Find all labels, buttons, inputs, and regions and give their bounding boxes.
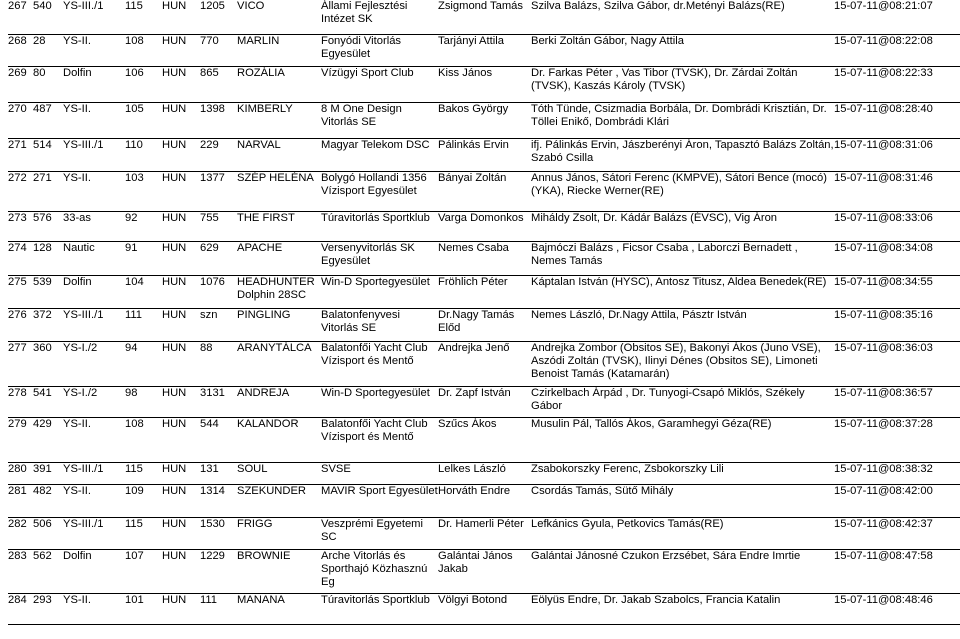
class-number-cell: 103 (125, 171, 162, 211)
sail-number-cell: 80 (33, 66, 63, 102)
registration-number-cell: 1229 (200, 549, 237, 593)
table-row (8, 34, 960, 66)
table-row (8, 275, 960, 308)
finish-time-cell: 15-07-11@08:42:00 (834, 484, 960, 517)
registration-number-cell: 1314 (200, 484, 237, 517)
sail-number-cell: 514 (33, 138, 63, 171)
crew-cell: Dr. Farkas Péter , Vas Tibor (TVSK), Dr. Zárdai Zoltán (TVSK), Kaszás Károly (TVSK) (531, 66, 834, 102)
boat-name-cell: SOUL (237, 462, 321, 484)
registration-number-cell: szn (200, 308, 237, 341)
nation-cell: HUN (162, 66, 200, 102)
skipper-cell: Dr. Zapf István (438, 386, 531, 417)
club-cell: Versenyvitorlás SK Egyesület (321, 241, 438, 275)
club-cell: Veszprémi Egyetemi SC (321, 517, 438, 549)
skipper-cell: Dr.Nagy Tamás Előd (438, 308, 531, 341)
boat-class-cell: YS-III./1 (63, 462, 125, 484)
sail-number-cell: 391 (33, 462, 63, 484)
class-number-cell: 106 (125, 66, 162, 102)
boat-name-cell: VICO (237, 0, 321, 34)
nation-cell: HUN (162, 102, 200, 138)
nation-cell: HUN (162, 517, 200, 549)
skipper-cell: Zsigmond Tamás (438, 0, 531, 34)
results-table (8, 0, 960, 625)
boat-class-cell: YS-III./1 (63, 517, 125, 549)
skipper-cell: Galántai János Jakab (438, 549, 531, 593)
skipper-cell: Pálinkás Ervin (438, 138, 531, 171)
finish-time-cell: 15-07-11@08:35:16 (834, 308, 960, 341)
place-cell: 275 (8, 275, 33, 308)
finish-time-cell: 15-07-11@08:38:32 (834, 462, 960, 484)
class-number-cell: 108 (125, 417, 162, 462)
boat-class-cell: Dolfin (63, 66, 125, 102)
nation-cell: HUN (162, 417, 200, 462)
place-cell: 270 (8, 102, 33, 138)
club-cell: Balatonfői Yacht Club Vízisport és Mentő (321, 417, 438, 462)
table-row (8, 484, 960, 517)
nation-cell: HUN (162, 241, 200, 275)
sail-number-cell: 487 (33, 102, 63, 138)
club-cell: Fonyódi Vitorlás Egyesület (321, 34, 438, 66)
club-cell: Bolygó Hollandi 1356 Vízisport Egyesület (321, 171, 438, 211)
table-row (8, 386, 960, 417)
sail-number-cell: 539 (33, 275, 63, 308)
skipper-cell: Szűcs Ákos (438, 417, 531, 462)
boat-class-cell: Dolfin (63, 549, 125, 593)
boat-name-cell: KALANDOR (237, 417, 321, 462)
class-number-cell: 105 (125, 102, 162, 138)
nation-cell: HUN (162, 171, 200, 211)
registration-number-cell: 1076 (200, 275, 237, 308)
class-number-cell: 115 (125, 462, 162, 484)
place-cell: 268 (8, 34, 33, 66)
registration-number-cell: 229 (200, 138, 237, 171)
registration-number-cell: 865 (200, 66, 237, 102)
club-cell: Túravitorlás Sportklub (321, 593, 438, 624)
skipper-cell: Dr. Hamerli Péter (438, 517, 531, 549)
class-number-cell: 115 (125, 517, 162, 549)
club-cell: MAVIR Sport Egyesület (321, 484, 438, 517)
club-cell: Arche Vitorlás és Sporthajó Közhasznú Eg (321, 549, 438, 593)
class-number-cell: 109 (125, 484, 162, 517)
finish-time-cell: 15-07-11@08:36:57 (834, 386, 960, 417)
sail-number-cell: 482 (33, 484, 63, 517)
finish-time-cell: 15-07-11@08:36:03 (834, 341, 960, 386)
table-row (8, 102, 960, 138)
finish-time-cell: 15-07-11@08:22:08 (834, 34, 960, 66)
crew-cell: Annus János, Sátori Ferenc (KMPVE), Sátori Bence (mocó) (YKA), Riecke Werner(RE) (531, 171, 834, 211)
place-cell: 272 (8, 171, 33, 211)
crew-cell: Csordás Tamás, Sütő Mihály (531, 484, 834, 517)
crew-cell: Galántai Jánosné Czukon Erzsébet, Sára Endre Imrtie (531, 549, 834, 593)
crew-cell: Káptalan István (HYSC), Antosz Titusz, Aldea Benedek(RE) (531, 275, 834, 308)
table-row (8, 138, 960, 171)
registration-number-cell: 1530 (200, 517, 237, 549)
club-cell: 8 M One Design Vitorlás SE (321, 102, 438, 138)
sail-number-cell: 271 (33, 171, 63, 211)
nation-cell: HUN (162, 462, 200, 484)
table-row (8, 549, 960, 593)
place-cell: 282 (8, 517, 33, 549)
registration-number-cell: 3131 (200, 386, 237, 417)
place-cell: 277 (8, 341, 33, 386)
crew-cell: Berki Zoltán Gábor, Nagy Attila (531, 34, 834, 66)
sail-number-cell: 372 (33, 308, 63, 341)
table-row (8, 593, 960, 624)
place-cell: 267 (8, 0, 33, 34)
skipper-cell: Varga Domonkos (438, 211, 531, 241)
club-cell: Állami Fejlesztési Intézet SK (321, 0, 438, 34)
registration-number-cell: 1205 (200, 0, 237, 34)
boat-class-cell: Dolfin (63, 275, 125, 308)
place-cell: 273 (8, 211, 33, 241)
boat-name-cell: MARLIN (237, 34, 321, 66)
crew-cell: Tóth Tünde, Csizmadia Borbála, Dr. Dombrádi Krisztián, Dr. Töllei Enikő, Dombrádi Klári (531, 102, 834, 138)
boat-class-cell: YS-II. (63, 34, 125, 66)
place-cell: 283 (8, 549, 33, 593)
finish-time-cell: 15-07-11@08:34:08 (834, 241, 960, 275)
sail-number-cell: 128 (33, 241, 63, 275)
finish-time-cell: 15-07-11@08:31:06 (834, 138, 960, 171)
boat-name-cell: ANDREJA (237, 386, 321, 417)
skipper-cell: Andrejka Jenő (438, 341, 531, 386)
class-number-cell: 115 (125, 0, 162, 34)
table-row (8, 0, 960, 34)
sail-number-cell: 576 (33, 211, 63, 241)
crew-cell: Bajmóczi Balázs , Ficsor Csaba , Laborczi Bernadett , Nemes Tamás (531, 241, 834, 275)
crew-cell: Eölyüs Endre, Dr. Jakab Szabolcs, Francia Katalin (531, 593, 834, 624)
boat-name-cell: SZEKUNDER (237, 484, 321, 517)
boat-name-cell: FRIGG (237, 517, 321, 549)
class-number-cell: 91 (125, 241, 162, 275)
table-row (8, 241, 960, 275)
club-cell: Vízügyi Sport Club (321, 66, 438, 102)
skipper-cell: Bakos György (438, 102, 531, 138)
class-number-cell: 111 (125, 308, 162, 341)
sail-number-cell: 562 (33, 549, 63, 593)
crew-cell: Nemes László, Dr.Nagy Attila, Pásztr István (531, 308, 834, 341)
finish-time-cell: 15-07-11@08:22:33 (834, 66, 960, 102)
skipper-cell: Lelkes László (438, 462, 531, 484)
table-row (8, 341, 960, 386)
boat-class-cell: YS-II. (63, 593, 125, 624)
skipper-cell: Kiss János (438, 66, 531, 102)
boat-class-cell: YS-II. (63, 102, 125, 138)
finish-time-cell: 15-07-11@08:48:46 (834, 593, 960, 624)
boat-name-cell: NARVAL (237, 138, 321, 171)
club-cell: Magyar Telekom DSC (321, 138, 438, 171)
place-cell: 279 (8, 417, 33, 462)
registration-number-cell: 544 (200, 417, 237, 462)
class-number-cell: 110 (125, 138, 162, 171)
skipper-cell: Nemes Csaba (438, 241, 531, 275)
place-cell: 278 (8, 386, 33, 417)
boat-class-cell: YS-III./1 (63, 138, 125, 171)
boat-name-cell: HEADHUNTER Dolphin 28SC (237, 275, 321, 308)
boat-name-cell: BROWNIE (237, 549, 321, 593)
table-row (8, 171, 960, 211)
boat-name-cell: APACHE (237, 241, 321, 275)
finish-time-cell: 15-07-11@08:42:37 (834, 517, 960, 549)
nation-cell: HUN (162, 34, 200, 66)
crew-cell: Czirkelbach Árpád , Dr. Tunyogi-Csapó Miklós, Székely Gábor (531, 386, 834, 417)
place-cell: 280 (8, 462, 33, 484)
club-cell: Win-D Sportegyesület (321, 386, 438, 417)
boat-class-cell: 33-as (63, 211, 125, 241)
finish-time-cell: 15-07-11@08:34:55 (834, 275, 960, 308)
sail-number-cell: 506 (33, 517, 63, 549)
boat-class-cell: YS-II. (63, 484, 125, 517)
crew-cell: Lefkánics Gyula, Petkovics Tamás(RE) (531, 517, 834, 549)
nation-cell: HUN (162, 138, 200, 171)
boat-class-cell: YS-I./2 (63, 341, 125, 386)
club-cell: Win-D Sportegyesület (321, 275, 438, 308)
boat-name-cell: THE FIRST (237, 211, 321, 241)
class-number-cell: 92 (125, 211, 162, 241)
club-cell: Balatonfői Yacht Club Vízisport és Mentő (321, 341, 438, 386)
nation-cell: HUN (162, 0, 200, 34)
table-row (8, 308, 960, 341)
club-cell: Túravitorlás Sportklub (321, 211, 438, 241)
club-cell: Balatonfenyvesi Vitorlás SE (321, 308, 438, 341)
registration-number-cell: 131 (200, 462, 237, 484)
skipper-cell: Fröhlich Péter (438, 275, 531, 308)
place-cell: 284 (8, 593, 33, 624)
nation-cell: HUN (162, 386, 200, 417)
results-body (8, 0, 960, 624)
nation-cell: HUN (162, 341, 200, 386)
table-row (8, 66, 960, 102)
crew-cell: Zsabokorszky Ferenc, Zsbokorszky Lili (531, 462, 834, 484)
boat-name-cell: PINGLING (237, 308, 321, 341)
boat-class-cell: YS-II. (63, 417, 125, 462)
finish-time-cell: 15-07-11@08:47:58 (834, 549, 960, 593)
nation-cell: HUN (162, 275, 200, 308)
boat-class-cell: YS-II. (63, 171, 125, 211)
skipper-cell: Bányai Zoltán (438, 171, 531, 211)
table-row (8, 211, 960, 241)
boat-class-cell: YS-I./2 (63, 386, 125, 417)
finish-time-cell: 15-07-11@08:33:06 (834, 211, 960, 241)
registration-number-cell: 770 (200, 34, 237, 66)
sail-number-cell: 28 (33, 34, 63, 66)
skipper-cell: Horváth Endre (438, 484, 531, 517)
table-row (8, 517, 960, 549)
boat-name-cell: ARANYTÁLCA (237, 341, 321, 386)
finish-time-cell: 15-07-11@08:31:46 (834, 171, 960, 211)
boat-class-cell: Nautic (63, 241, 125, 275)
boat-name-cell: MANANA (237, 593, 321, 624)
sail-number-cell: 429 (33, 417, 63, 462)
nation-cell: HUN (162, 484, 200, 517)
boat-class-cell: YS-III./1 (63, 0, 125, 34)
registration-number-cell: 88 (200, 341, 237, 386)
finish-time-cell: 15-07-11@08:28:40 (834, 102, 960, 138)
finish-time-cell: 15-07-11@08:21:07 (834, 0, 960, 34)
sail-number-cell: 293 (33, 593, 63, 624)
skipper-cell: Völgyi Botond (438, 593, 531, 624)
sail-number-cell: 540 (33, 0, 63, 34)
nation-cell: HUN (162, 549, 200, 593)
registration-number-cell: 755 (200, 211, 237, 241)
place-cell: 271 (8, 138, 33, 171)
table-row (8, 417, 960, 462)
place-cell: 274 (8, 241, 33, 275)
class-number-cell: 108 (125, 34, 162, 66)
club-cell: SVSE (321, 462, 438, 484)
registration-number-cell: 1377 (200, 171, 237, 211)
registration-number-cell: 629 (200, 241, 237, 275)
finish-time-cell: 15-07-11@08:37:28 (834, 417, 960, 462)
nation-cell: HUN (162, 593, 200, 624)
class-number-cell: 107 (125, 549, 162, 593)
class-number-cell: 104 (125, 275, 162, 308)
nation-cell: HUN (162, 308, 200, 341)
nation-cell: HUN (162, 211, 200, 241)
place-cell: 269 (8, 66, 33, 102)
skipper-cell: Tarjányi Attila (438, 34, 531, 66)
class-number-cell: 98 (125, 386, 162, 417)
registration-number-cell: 1398 (200, 102, 237, 138)
boat-class-cell: YS-III./1 (63, 308, 125, 341)
sail-number-cell: 360 (33, 341, 63, 386)
boat-name-cell: ROZÁLIA (237, 66, 321, 102)
boat-name-cell: SZÉP HELÉNA (237, 171, 321, 211)
boat-name-cell: KIMBERLY (237, 102, 321, 138)
table-row (8, 462, 960, 484)
crew-cell: Miháldy Zsolt, Dr. Kádár Balázs (ÉVSC), Vig Áron (531, 211, 834, 241)
crew-cell: Szilva Balázs, Szilva Gábor, dr.Metényi Balázs(RE) (531, 0, 834, 34)
sail-number-cell: 541 (33, 386, 63, 417)
class-number-cell: 101 (125, 593, 162, 624)
crew-cell: Musulin Pál, Tallós Ákos, Garamhegyi Géza(RE) (531, 417, 834, 462)
registration-number-cell: 111 (200, 593, 237, 624)
crew-cell: Andrejka Zombor (Obsitos SE), Bakonyi Ákos (Juno VSE), Aszódi Zoltán (TVSK), Ilinyi Dénes (Obsitos SE), Limoneti Benoist Tamás (Katamarán) (531, 341, 834, 386)
crew-cell: ifj. Pálinkás Ervin, Jászberényi Áron, Tapasztó Balázs Zoltán, Szabó Csilla (531, 138, 834, 171)
place-cell: 281 (8, 484, 33, 517)
class-number-cell: 94 (125, 341, 162, 386)
place-cell: 276 (8, 308, 33, 341)
